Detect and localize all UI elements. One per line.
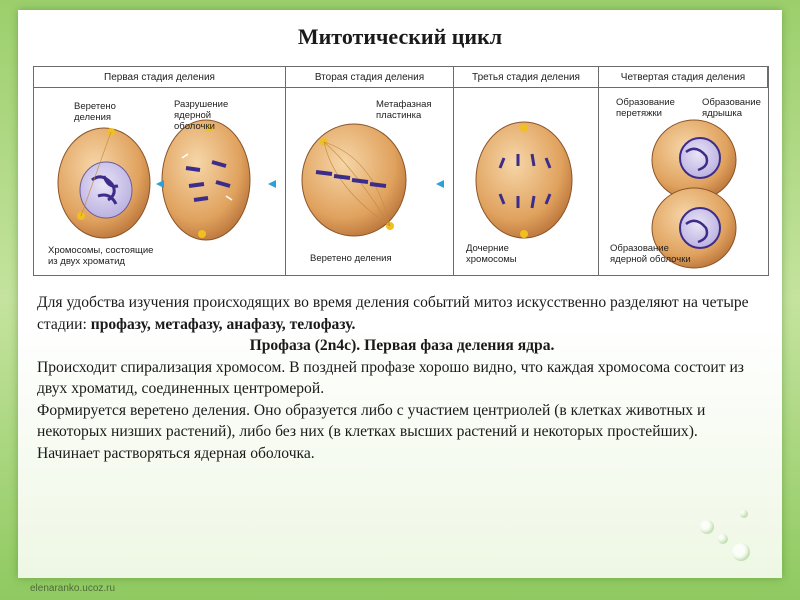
stage-header-2: Вторая стадия деления [286,67,454,88]
label-constriction: Образование перетяжки [616,97,675,119]
mitosis-figure [33,66,769,276]
prophase-cell-late [162,120,250,240]
label-spindle: Веретено деления [74,101,116,123]
decor-bubble [700,520,714,534]
decor-bubble [718,534,728,544]
metaphase-cell [302,124,406,236]
label-chromosomes: Хромосомы, состоящие из двух хроматид [48,245,154,267]
anaphase-cell [476,122,572,238]
decor-bubble [732,543,750,561]
slide-title: Митотический цикл [297,24,503,49]
arrow-icon [156,180,164,188]
label-spindle-2: Веретено деления [310,253,392,264]
prophase-heading: Профаза (2n4c). Первая фаза деления ядра. [249,337,555,354]
label-daughter: Дочерние хромосомы [466,243,517,265]
paragraph-intro: Для удобства изучения происходящих во время деления событий митоз искусственно разделяют на четыре стадии: профазу, метафазу, анафазу, телофазу. [37,294,749,333]
arrow-icon [436,180,444,188]
paragraph-envelope: Начинает растворяться ядерная оболочка. [37,444,315,462]
body-text [37,292,767,464]
label-envelope-breakdown: Разрушение ядерной оболочки [174,99,229,132]
paragraph-spiralization: Происходит спирализация хромосом. В поздней профазе хорошо видно, что каждая хромосома состоит из двух хроматид, соединенных центромерой. [37,358,744,397]
site-footer: elenaranko.ucoz.ru [30,583,116,594]
paragraph-spindle: Формируется веретено деления. Оно образуется либо с участием центриолей (в клетках животных и некоторых низших растений), либо без них (в клетках высших растений и некоторых простейших). [37,401,706,440]
stage-header-3: Третья стадия деления [454,67,599,88]
decor-bubble [740,510,748,518]
label-metaphase-plate: Метафазная пластинка [376,99,432,121]
arrow-icon [268,180,276,188]
label-nucleolus: Образование ядрышка [702,97,761,119]
prophase-cell-early [58,128,150,238]
stage-header-1: Первая стадия деления [34,67,286,88]
label-new-envelope: Образование ядерной оболочки [610,243,691,265]
stage-header-4: Четвертая стадия деления [599,67,768,88]
